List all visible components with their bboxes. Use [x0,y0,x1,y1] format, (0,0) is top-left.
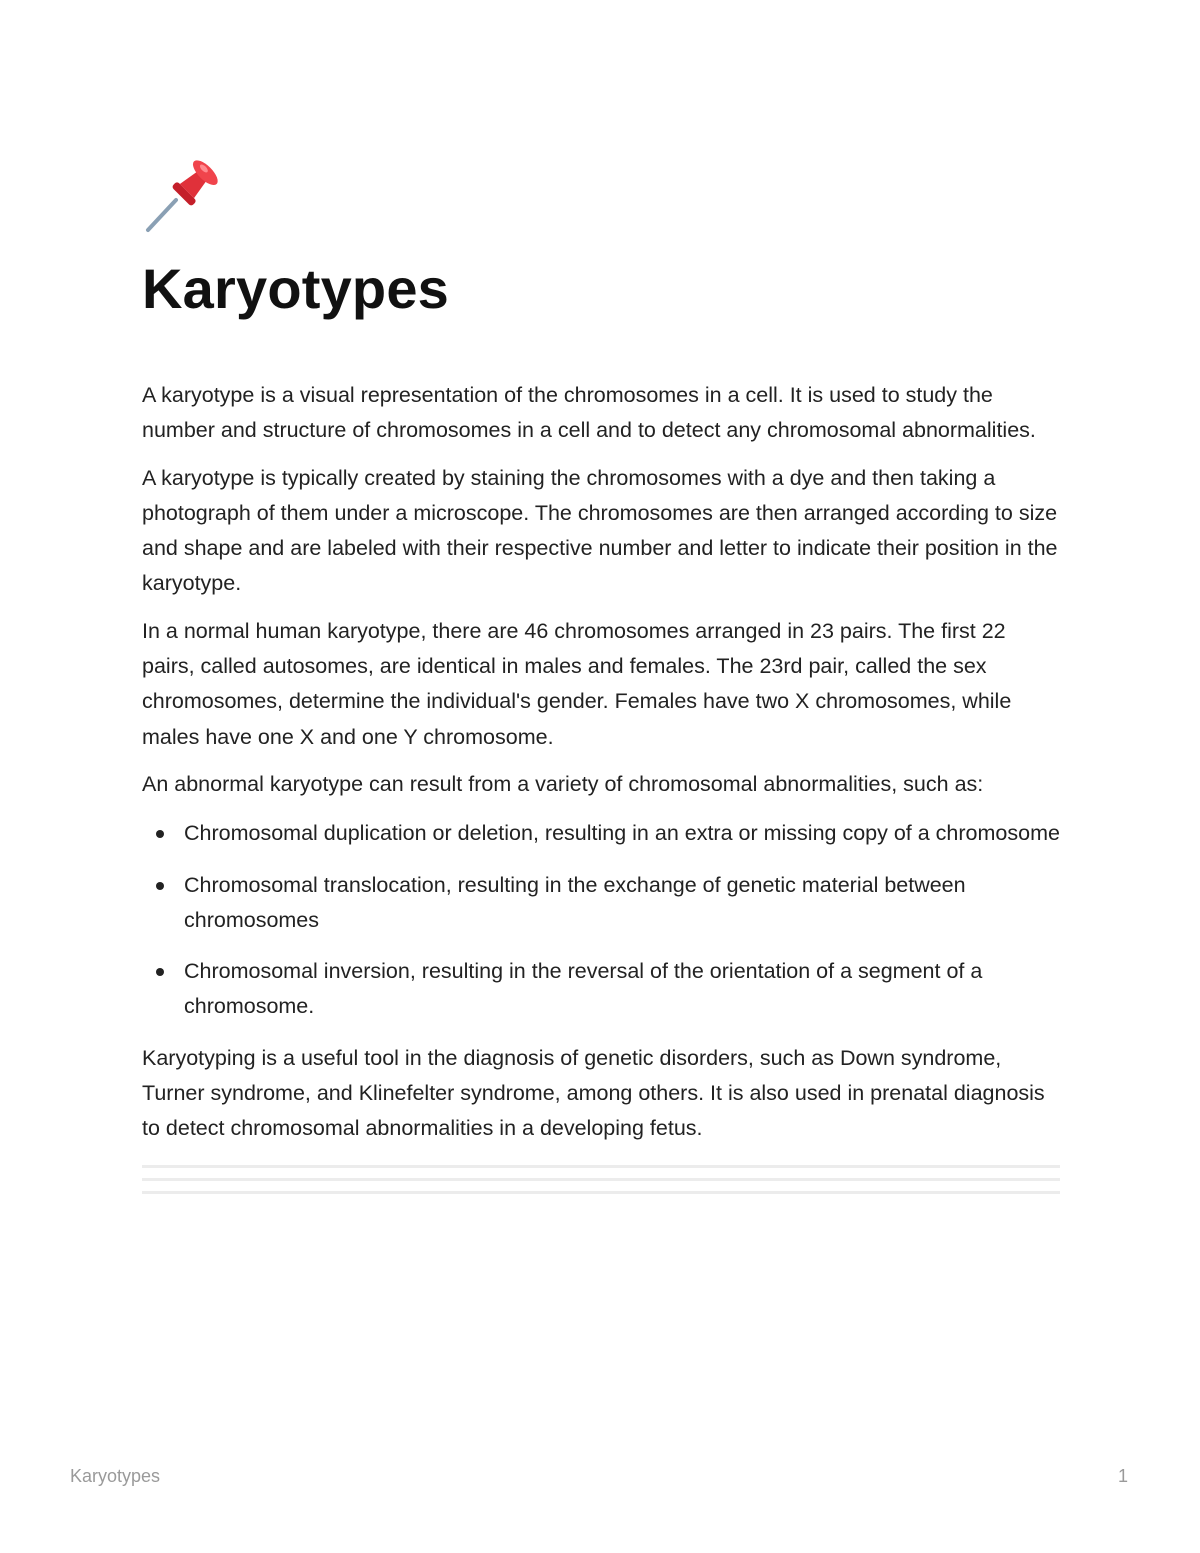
list-item-text: Chromosomal duplication or deletion, resulting in an extra or missing copy of a chromosome [184,821,1060,846]
list-item [142,868,1060,939]
divider [142,1165,1060,1168]
paragraph-intro: A karyotype is a visual representation of the chromosomes in a cell. It is used to study the number and structure of chromosomes in a cell and to detect any chromosomal abnormalities. [142,383,1036,443]
list-item [142,954,1060,1025]
paragraph-closing: Karyotyping is a useful tool in the diagnosis of genetic disorders, such as Down syndrome, Turner syndrome, and Klinefelter syndrome, among others. It is also used in prenatal diagnosis to detect chromosomal abnormalities in a developing fetus. [142,1045,1045,1141]
paragraph-abnormal: An abnormal karyotype can result from a variety of chromosomal abnormalities, such as: [142,771,984,796]
abnormality-list [142,816,1060,1024]
footer-page-number: 1 [1117,1466,1128,1486]
list-item [142,816,1060,851]
pushpin-icon [142,150,228,236]
paragraph-creation: A karyotype is typically created by staining the chromosomes with a dye and then taking a photograph of them under a microscope. The chromosomes are then arranged according to size and shape and are labeled with their respective number and letter to indicate their position in the karyotype. [142,465,1058,596]
list-item-text: Chromosomal translocation, resulting in the exchange of genetic material between chromosomes [184,872,966,932]
divider [142,1191,1060,1194]
bullet-icon [156,968,164,976]
bullet-icon [156,882,164,890]
divider [142,1178,1060,1181]
document-page [142,150,1060,1204]
footer-document-title: Karyotypes [70,1466,161,1486]
bullet-icon [156,830,164,838]
page-title: Karyotypes [142,257,450,320]
paragraph-normal: In a normal human karyotype, there are 46 chromosomes arranged in 23 pairs. The first 22 pairs, called autosomes, are identical in males and females. The 23rd pair, called the sex chromosomes, determine the individual's gender. Females have two X chromosomes, while males have one X and one Y chromosome. [142,618,1012,749]
list-item-text: Chromosomal inversion, resulting in the reversal of the orientation of a segment of a chromosome. [184,959,983,1019]
horizontal-rules [142,1165,1060,1194]
